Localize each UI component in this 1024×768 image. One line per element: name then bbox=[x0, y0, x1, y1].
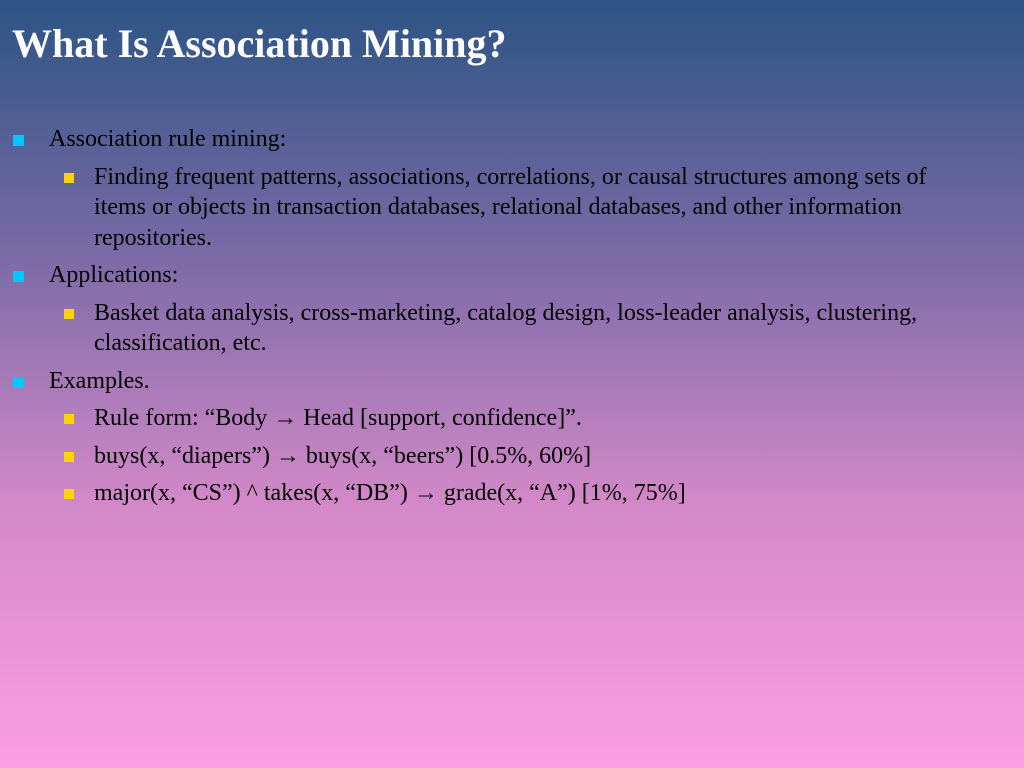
square-sub-bullet-icon bbox=[64, 173, 74, 183]
sub-bullet-item-definition bbox=[0, 162, 1024, 254]
square-sub-bullet-icon bbox=[64, 489, 74, 499]
sub-bullet-text: Finding frequent patterns, associations, correlations, or causal structures among sets of items or objects in transaction databases, relational databases, and other information repositories. bbox=[94, 163, 927, 251]
bullet-text: Association rule mining: bbox=[49, 126, 287, 152]
sub-bullet-text: Basket data analysis, cross-marketing, catalog design, loss-leader analysis, clustering, classification, etc. bbox=[94, 299, 918, 356]
sub-bullet-item-rule-form bbox=[0, 403, 1024, 434]
sub-bullet-item-buys-example bbox=[0, 441, 1024, 472]
square-sub-bullet-icon bbox=[64, 452, 74, 462]
square-bullet-icon bbox=[13, 271, 24, 282]
bullet-item-association-rule-mining bbox=[0, 124, 1024, 155]
bullet-text: Applications: bbox=[49, 262, 179, 288]
sub-bullet-item-applications-list bbox=[0, 298, 1024, 359]
square-bullet-icon bbox=[13, 377, 24, 388]
sub-bullet-text: Rule form: “Body → Head [support, confidence]”. bbox=[94, 405, 582, 431]
bullet-text: Examples. bbox=[49, 367, 150, 394]
bullet-item-examples bbox=[0, 366, 1024, 397]
slide-title: What Is Association Mining? bbox=[12, 21, 507, 66]
sub-bullet-text: major(x, “CS”) ^ takes(x, “DB”) → grade(x, “A”) [1%, 75%] bbox=[94, 480, 686, 506]
square-bullet-icon bbox=[13, 135, 24, 146]
sub-bullet-item-major-example bbox=[0, 478, 1024, 509]
sub-bullet-text: buys(x, “diapers”) → buys(x, “beers”) [0.5%, 60%] bbox=[94, 442, 592, 469]
square-sub-bullet-icon bbox=[64, 309, 74, 319]
square-sub-bullet-icon bbox=[64, 414, 74, 424]
bullet-item-applications bbox=[0, 260, 1024, 291]
bullet-list bbox=[0, 124, 1024, 516]
